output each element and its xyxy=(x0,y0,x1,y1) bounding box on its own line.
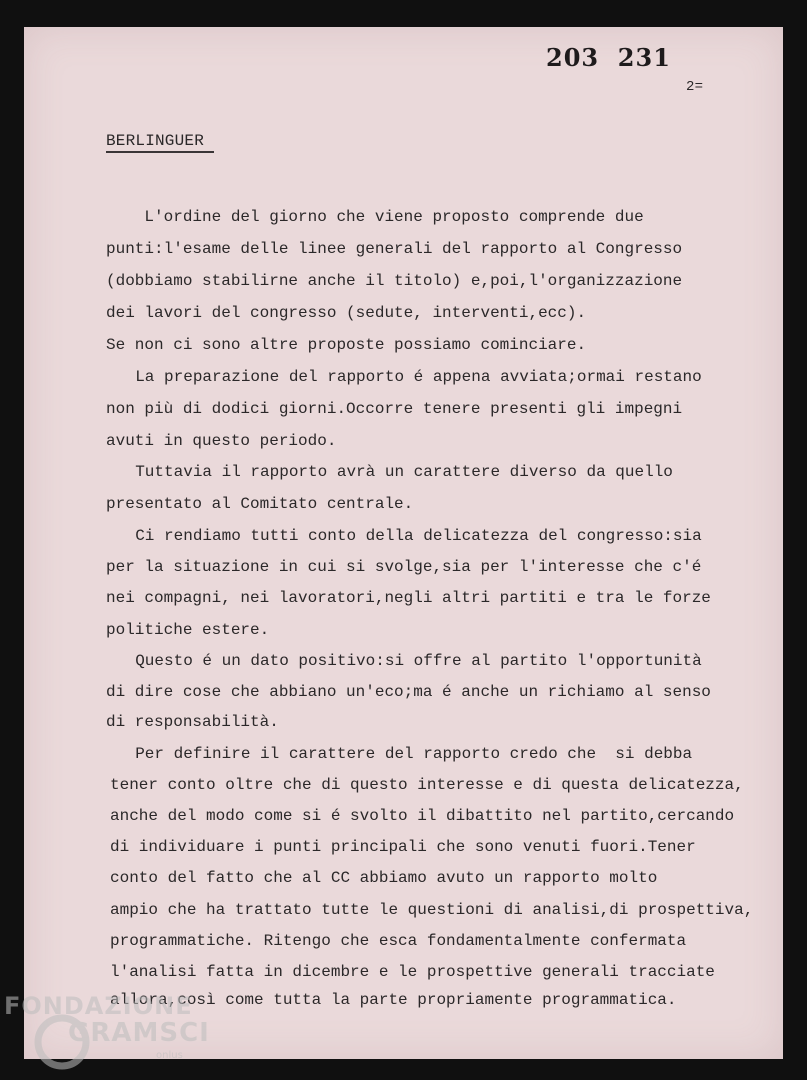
page-mark: 2= xyxy=(686,79,704,95)
text-line: tener conto oltre che di questo interesse e di questa delicatezza, xyxy=(110,776,744,794)
text-line: nei compagni, nei lavoratori,negli altri partiti e tra le forze xyxy=(106,589,711,607)
text-line: (dobbiamo stabilirne anche il titolo) e,poi,l'organizzazione xyxy=(106,272,683,290)
text-line: dei lavori del congresso (sedute, interventi,ecc). xyxy=(106,304,587,322)
text-line: ampio che ha trattato tutte le questioni di analisi,di prospettiva, xyxy=(110,901,754,919)
text-line: Ci rendiamo tutti conto della delicatezza del congresso:sia xyxy=(116,527,702,545)
text-line: L'ordine del giorno che viene proposto comprende due xyxy=(106,208,644,226)
text-line: avuti in questo periodo. xyxy=(106,432,337,450)
text-line: allora,così come tutta la parte propriamente programmatica. xyxy=(110,991,677,1009)
archive-number: 203 231 xyxy=(546,43,671,72)
text-line: di dire cose che abbiano un'eco;ma é anche un richiamo al senso xyxy=(106,683,711,701)
speaker-underline xyxy=(106,151,214,153)
watermark-line-2: GRAMSCI xyxy=(68,1018,210,1048)
text-line: programmatiche. Ritengo che esca fondamentalmente confermata xyxy=(110,932,687,950)
text-line: di individuare i punti principali che sono venuti fuori.Tener xyxy=(110,838,696,856)
text-line: Tuttavia il rapporto avrà un carattere diverso da quello xyxy=(116,463,673,481)
text-line: per la situazione in cui si svolge,sia per l'interesse che c'é xyxy=(106,558,702,576)
text-line: politiche estere. xyxy=(106,621,270,639)
watermark-line-1: FONDAZIONE xyxy=(4,992,193,1020)
text-line: conto del fatto che al CC abbiamo avuto un rapporto molto xyxy=(110,869,658,887)
text-line: Se non ci sono altre proposte possiamo cominciare. xyxy=(106,336,587,354)
text-line: La preparazione del rapporto é appena avviata;ormai restano xyxy=(116,368,702,386)
text-line: di responsabilità. xyxy=(106,713,279,731)
text-line: Questo é un dato positivo:si offre al partito l'opportunità xyxy=(116,652,702,670)
typed-page xyxy=(24,27,783,1059)
fondazione-gramsci-watermark xyxy=(4,990,210,1080)
text-line: punti:l'esame delle linee generali del rapporto al Congresso xyxy=(106,240,683,258)
watermark-line-3: onlus xyxy=(156,1050,183,1061)
text-line: Per definire il carattere del rapporto credo che si debba xyxy=(116,745,693,763)
text-line: anche del modo come si é svolto il dibattito nel partito,cercando xyxy=(110,807,735,825)
text-line: l'analisi fatta in dicembre e le prospettive generali tracciate xyxy=(110,963,715,981)
text-line: non più di dodici giorni.Occorre tenere presenti gli impegni xyxy=(106,400,683,418)
text-line: presentato al Comitato centrale. xyxy=(106,495,414,513)
speaker-heading: BERLINGUER xyxy=(106,132,205,150)
